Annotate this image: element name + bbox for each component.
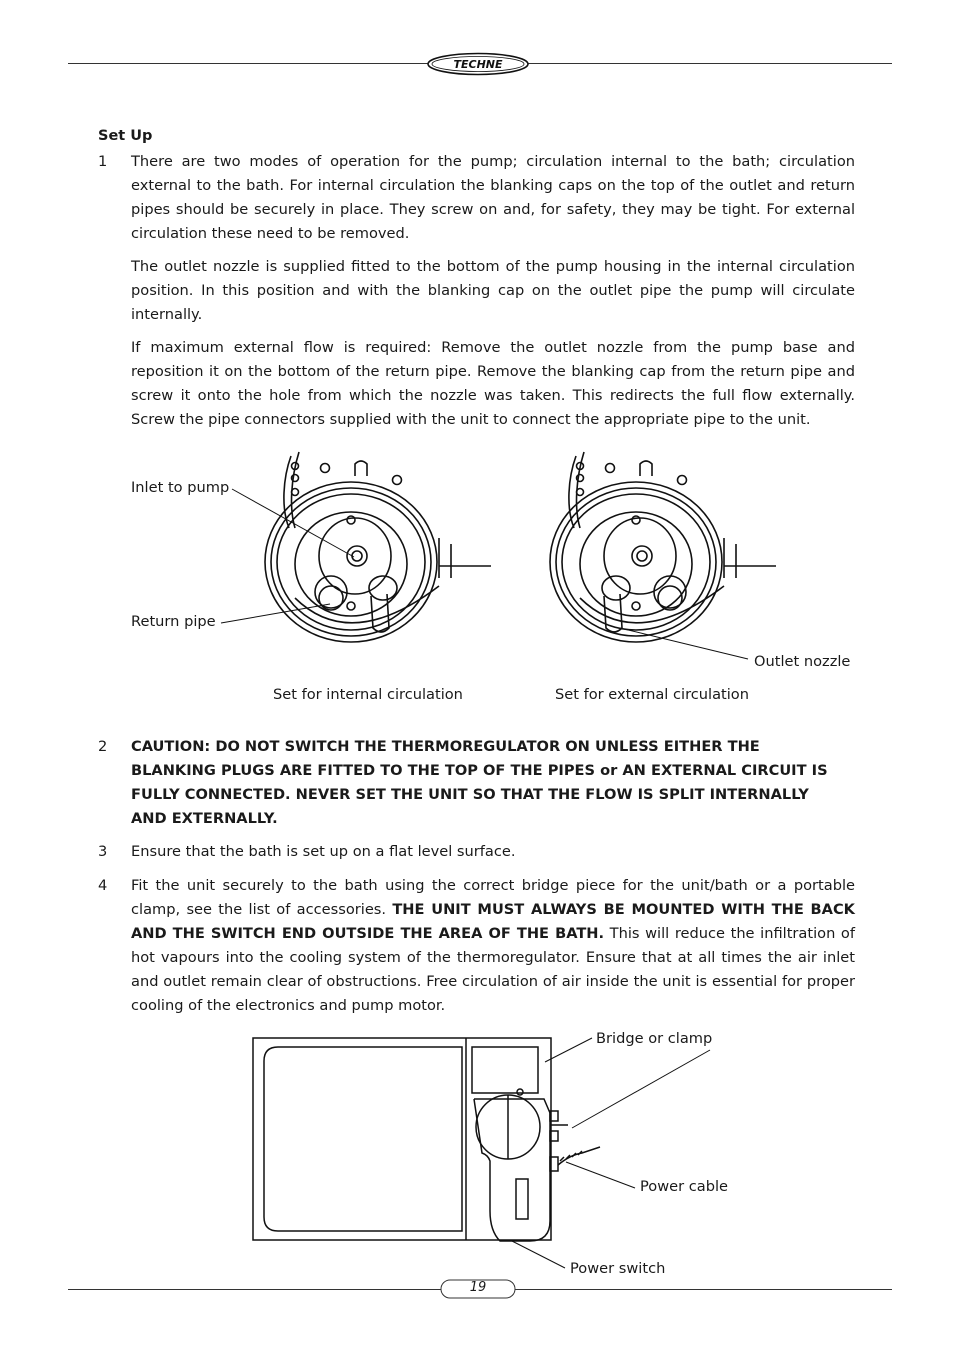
item-1-paragraph-2: The outlet nozzle is supplied fitted to the bottom of the pump housing in the internal circulation position. In this position and with the blanking cap on the outlet pipe the pump will circulate internally. (131, 258, 855, 323)
item-4-text-bold: THE UNIT MUST ALWAYS BE MOUNTED WITH THE BACK AND THE SWITCH END OUTSIDE THE AREA OF THE BATH. (131, 901, 855, 942)
footer-rule-right (514, 1289, 892, 1290)
page-number: 19 (469, 1280, 487, 1295)
logo-text: TECHNE (453, 58, 503, 71)
caution-warning: CAUTION: DO NOT SWITCH THE THERMOREGULATOR ON UNLESS EITHER THE BLANKING PLUGS ARE FITTED TO THE TOP OF THE PIPES or AN EXTERNAL CIRCUIT IS FULLY CONNECTED. NEVER SET THE UNIT SO THAT THE FLOW IS SPLIT INTERNALLY AND EXTERNALLY. (131, 738, 828, 827)
label-bridge-or-clamp: Bridge or clamp (596, 1030, 713, 1047)
item-3-text: Ensure that the bath is set up on a flat level surface. (131, 843, 516, 860)
item-number-1: 1 (98, 153, 108, 170)
item-number-2: 2 (98, 738, 108, 755)
section-title: Set Up (98, 128, 153, 144)
label-inlet-to-pump: Inlet to pump (131, 479, 230, 496)
footer-rule-left (68, 1289, 442, 1290)
label-outlet-nozzle: Outlet nozzle (754, 653, 851, 670)
item-1-paragraph-1: There are two modes of operation for the pump; circulation internal to the bath; circulation external to the bath. For internal circulation the blanking caps on the top of the outlet and return pipes should be securely in place. They screw on and, for safety, they may be tight. For external circulation these need to be removed. (131, 153, 855, 242)
item-4-text-a: Fit the unit securely to the bath using the correct bridge piece for the unit/bath or a portable clamp, see the list of accessories. (131, 877, 855, 918)
item-number-3: 3 (98, 843, 108, 860)
caption-external-circulation: Set for external circulation (555, 686, 749, 703)
label-power-switch: Power switch (570, 1260, 666, 1277)
caption-internal-circulation: Set for internal circulation (273, 686, 463, 703)
page-number-badge (440, 1279, 516, 1299)
label-return-pipe: Return pipe (131, 613, 216, 630)
item-4-text-b: This will reduce the infiltration of hot vapours into the cooling system of the thermoregulator. Ensure that at all times the air inlet and outlet remain clear of obstructions. Free circulation of air inside the unit is essential for proper cooling of the electronics and pump motor. (131, 925, 855, 1014)
item-number-4: 4 (98, 877, 108, 894)
label-power-cable: Power cable (640, 1178, 729, 1195)
item-1-paragraph-3: If maximum external flow is required: Remove the outlet nozzle from the pump base and reposition it on the bottom of the return pipe. Remove the blanking cap from the return pipe and screw it onto the hole from which the nozzle was taken. This redirects the full flow externally. Screw the pipe connectors supplied with the unit to connect the appropriate pipe to the unit. (131, 339, 855, 428)
unit-leader-lines (0, 1000, 954, 1300)
item-4-text (131, 874, 855, 1018)
